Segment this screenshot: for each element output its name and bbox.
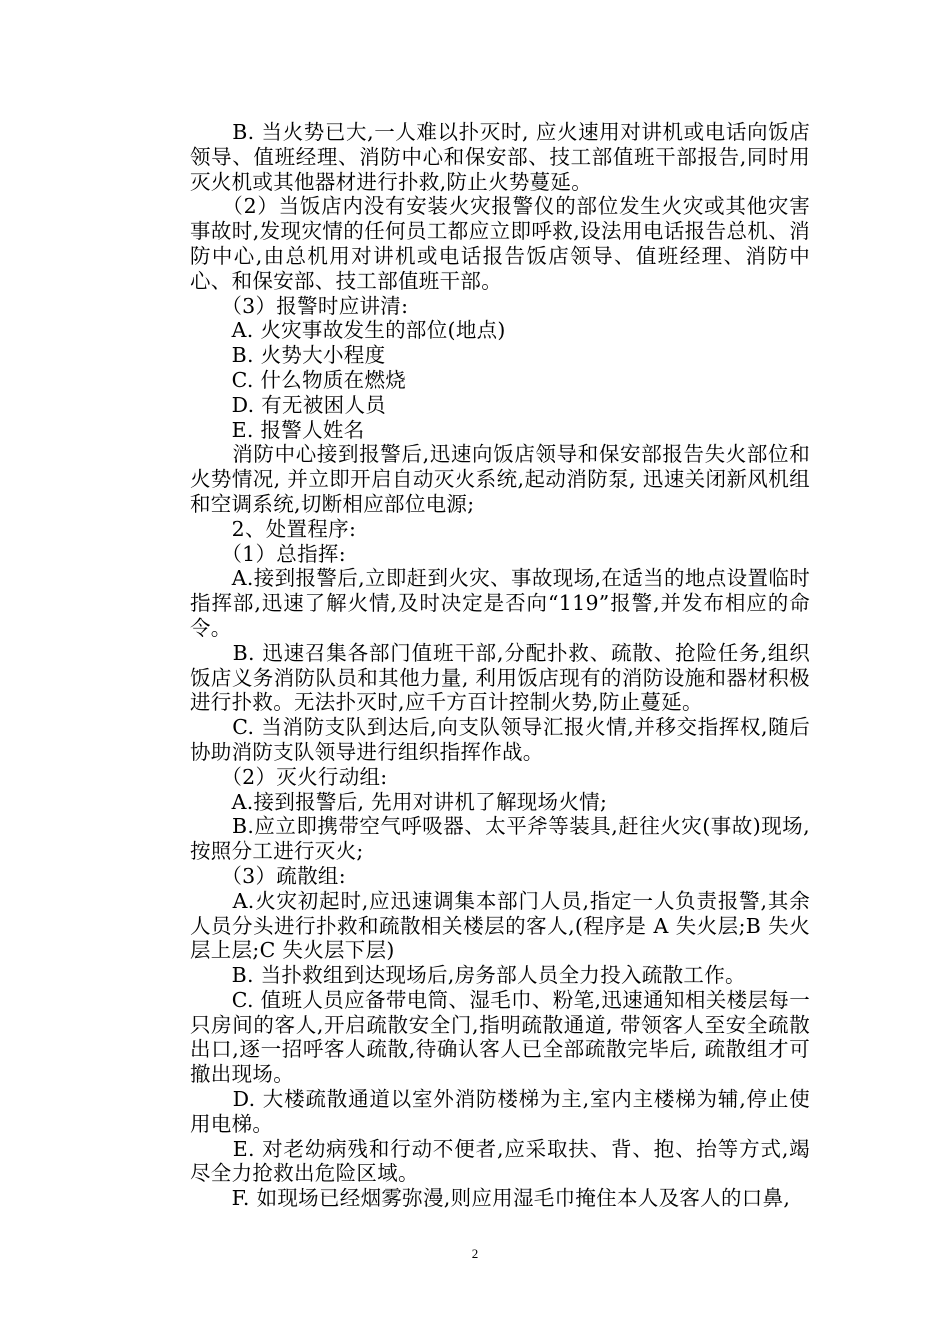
paragraph: B. 火势大小程度 [190, 343, 386, 368]
paragraph: E. 对老幼病残和行动不便者,应采取扶、背、抱、抬等方式,竭尽全力抢救出危险区域。 [190, 1136, 810, 1186]
paragraph: C. 什么物质在燃烧 [190, 367, 407, 392]
paragraph: A.接到报警后,立即赶到火灾、事故现场,在适当的地点设置临时指挥部,迅速了解火情,及时决定是否向“119”报警,并发布相应的命令。 [190, 566, 810, 640]
paragraph: （3）报警时应讲清: [190, 293, 409, 318]
paragraph: （2）灭火行动组: [190, 764, 388, 789]
paragraph: B. 当扑救组到达现场后,房务部人员全力投入疏散工作。 [190, 963, 746, 988]
paragraph: 消防中心接到报警后,迅速向饭店领导和保安部报告失火部位和火势情况, 并立即开启自动灭火系统,起动消防泵, 迅速关闭新风机组和空调系统,切断相应部位电源; [190, 442, 810, 516]
paragraph: （2）当饭店内没有安装火灾报警仪的部位发生火灾或其他灾害事故时,发现灾情的任何员工都应立即呼救,设法用电话报告总机、消防中心,由总机用对讲机或电话报告饭店领导、值班经理、消防中心、和保安部、技工部值班干部。 [190, 194, 810, 293]
paragraph: A.火灾初起时,应迅速调集本部门人员,指定一人负责报警,其余人员分头进行扑救和疏散相关楼层的客人,(程序是 A 失火层;B 失火层上层;C 失火层下层) [190, 888, 810, 963]
paragraph: E. 报警人姓名 [190, 417, 365, 442]
paragraph: C. 值班人员应备带电筒、湿毛巾、粉笔,迅速通知相关楼层每一只房间的客人,开启疏散安全门,指明疏散通道, 带领客人至安全疏散出口,逐一招呼客人疏散,待确认客人已全部疏散完毕后, 疏散组才可撤出现场。 [190, 987, 810, 1087]
paragraph: （1）总指挥: [190, 541, 346, 566]
paragraph: B. 迅速召集各部门值班干部,分配扑救、疏散、抢险任务,组织饭店义务消防队员和其他力量, 利用饭店现有的消防设施和器材积极进行扑救。无法扑灭时,应千方百计控制火势,防止蔓延。 [190, 640, 810, 715]
document-body [190, 120, 810, 1211]
paragraph: D. 有无被困人员 [190, 392, 387, 417]
paragraph: D. 大楼疏散通道以室外消防楼梯为主,室内主楼梯为辅,停止使用电梯。 [190, 1087, 810, 1136]
paragraph: B.应立即携带空气呼吸器、太平斧等装具,赶往火灾(事故)现场,按照分工进行灭火; [190, 814, 810, 864]
paragraph: B. 当火势已大,一人难以扑灭时, 应火速用对讲机或电话向饭店领导、值班经理、消防中心和保安部、技工部值班干部报告,同时用灭火机或其他器材进行扑救,防止火势蔓延。 [190, 120, 810, 194]
paragraph: C. 当消防支队到达后,向支队领导汇报火情,并移交指挥权,随后协助消防支队领导进行组织指挥作战。 [190, 715, 810, 764]
paragraph: A.接到报警后, 先用对讲机了解现场火情; [190, 789, 608, 814]
paragraph: A. 火灾事故发生的部位(地点) [190, 318, 506, 343]
paragraph: （3）疏散组: [190, 863, 346, 888]
paragraph: 2、处置程序: [190, 516, 357, 541]
paragraph: F. 如现场已经烟雾弥漫,则应用湿毛巾掩住本人及客人的口鼻, [190, 1186, 791, 1211]
page-number: 2 [471, 1246, 479, 1261]
